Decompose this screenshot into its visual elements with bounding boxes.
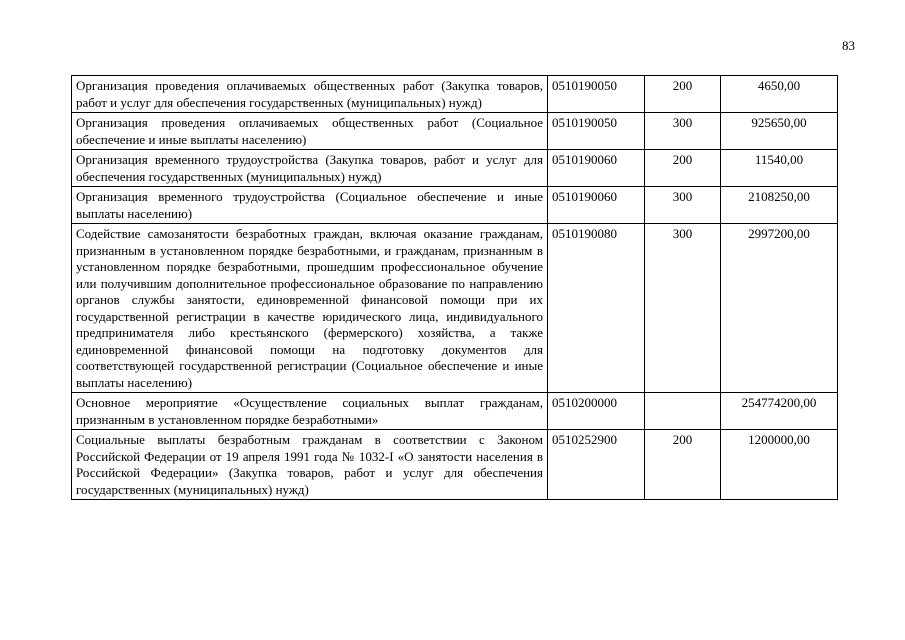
row-description: Организация временного трудоустройства (Социальное обеспечение и иные выплаты населению) [72,187,548,224]
table-row [72,393,838,430]
row-amount: 2997200,00 [721,224,838,393]
row-expense-type: 300 [645,113,721,150]
row-amount: 1200000,00 [721,430,838,500]
row-description: Социальные выплаты безработным гражданам в соответствии с Законом Российской Федерации от 19 апреля 1991 года № 1032-I «О занятости населения в Российской Федерации» (Закупка товаров, работ и услуг для обеспечения государственных (муниципальных) нужд) [72,430,548,500]
row-description: Основное мероприятие «Осуществление социальных выплат гражданам, признанным в установленном порядке безработными» [72,393,548,430]
row-target-code: 0510190060 [548,150,645,187]
row-target-code: 0510190080 [548,224,645,393]
row-description: Организация проведения оплачиваемых общественных работ (Социальное обеспечение и иные выплаты населению) [72,113,548,150]
row-target-code: 0510252900 [548,430,645,500]
row-target-code: 0510200000 [548,393,645,430]
table-row [72,113,838,150]
table-row [72,76,838,113]
row-amount: 4650,00 [721,76,838,113]
row-amount: 925650,00 [721,113,838,150]
row-amount: 254774200,00 [721,393,838,430]
row-description: Организация временного трудоустройства (Закупка товаров, работ и услуг для обеспечения государственных (муниципальных) нужд) [72,150,548,187]
row-amount: 11540,00 [721,150,838,187]
budget-table [71,75,838,500]
row-expense-type: 200 [645,430,721,500]
row-description: Содействие самозанятости безработных граждан, включая оказание гражданам, признанным в установленном порядке безработными, и гражданам, признанным в установленном порядке безработными, прошедшим профессиональное обучение или получившим дополнительное профессиональное образование по направлению органов службы занятости, единовременной финансовой помощи при их государственной регистрации в качестве юридического лица, индивидуального предпринимателя либо крестьянского (фермерского) хозяйства, а также единовременной финансовой помощи на подготовку документов для соответствующей государственной регистрации (Социальное обеспечение и иные выплаты населению) [72,224,548,393]
row-expense-type [645,393,721,430]
page-number: 83 [842,38,855,53]
row-expense-type: 300 [645,224,721,393]
table-row [72,150,838,187]
row-target-code: 0510190050 [548,76,645,113]
table-row [72,430,838,500]
row-target-code: 0510190060 [548,187,645,224]
row-expense-type: 300 [645,187,721,224]
row-expense-type: 200 [645,76,721,113]
row-description: Организация проведения оплачиваемых общественных работ (Закупка товаров, работ и услуг для обеспечения государственных (муниципальных) нужд) [72,76,548,113]
table-row [72,224,838,393]
row-target-code: 0510190050 [548,113,645,150]
row-expense-type: 200 [645,150,721,187]
table-row [72,187,838,224]
row-amount: 2108250,00 [721,187,838,224]
